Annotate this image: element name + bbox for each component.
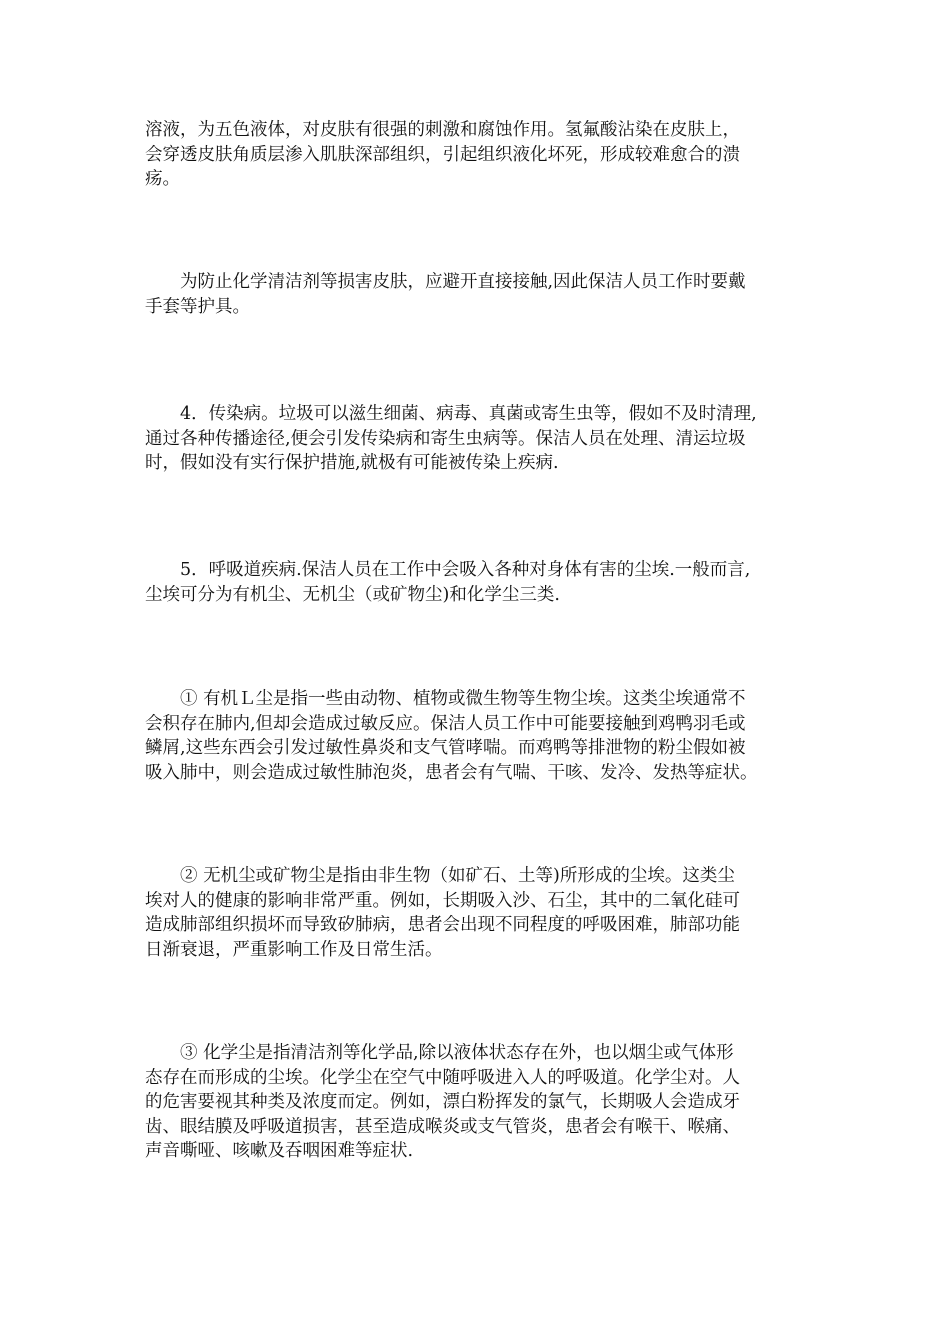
paragraph-line: ③ 化学尘是指清洁剂等化学品,除以液体状态存在外，也以烟尘或气体形 [180,1043,734,1063]
paragraph-infectious-disease [145,402,817,476]
paragraph-line: 为防止化学清洁剂等损害皮肤，应避开直接接触,因此保洁人员工作时要戴 [180,272,746,292]
paragraph-line: 4．传染病。垃圾可以滋生细菌、病毒、真菌或寄生虫等，假如不及时清理, [180,404,757,424]
paragraph-line: 埃对人的健康的影响非常严重。例如，长期吸入沙、石尘，其中的二氧化硅可 [145,890,740,911]
paragraph-line: 时，假如没有实行保护措施,就极有可能被传染上疾病. [145,453,559,473]
paragraph-line: 会积存在肺内,但却会造成过敏反应。保洁人员工作中可能要接触到鸡鸭羽毛或 [145,713,746,734]
paragraph-line: 疡。 [145,169,180,189]
paragraph-line: 尘埃可分为有机尘、无机尘（或矿物尘)和化学尘三类. [145,584,560,605]
paragraph-line: 的危害要视其种类及浓度而定。例如，漂白粉挥发的氯气，长期吸人会造成牙 [145,1092,740,1112]
paragraph-skin-protection [145,270,817,319]
paragraph-line: 声音嘶哑、咳嗽及吞咽困难等症状. [145,1141,414,1161]
paragraph-line: 吸入肺中，则会造成过敏性肺泡炎，患者会有气喘、干咳、发冷、发热等症状。 [145,762,758,783]
paragraph-respiratory-disease [145,558,817,607]
paragraph-line: 造成肺部组织损坏而导致矽肺病，患者会出现不同程度的呼吸困难，肺部功能 [145,915,740,935]
paragraph-hydrofluoric-acid [145,118,817,192]
paragraph-line: 日渐衰退，严重影响工作及日常生活。 [145,939,443,960]
paragraph-line: 5．呼吸道疾病.保洁人员在工作中会吸入各种对身体有害的尘埃.一般而言, [180,560,751,580]
paragraph-line: 会穿透皮肤角质层渗入肌肤深部组织，引起组织液化坏死，形成较难愈合的溃 [145,144,740,165]
paragraph-line: 鳞屑,这些东西会引发过敏性鼻炎和支气管哮喘。而鸡鸭等排泄物的粉尘假如被 [145,738,746,758]
paragraph-line: 通过各种传播途径,便会引发传染病和寄生虫病等。保洁人员在处理、清运垃圾 [145,428,746,449]
paragraph-line: 齿、眼结膜及呼吸道损害，甚至造成喉炎或支气管炎，患者会有喉干、喉痛、 [145,1116,740,1137]
paragraph-organic-dust [145,687,817,785]
paragraph-line: 手套等护具。 [145,296,250,317]
paragraph-line: ② 无机尘或矿物尘是指由非生物（如矿石、土等)所形成的尘埃。这类尘 [180,866,735,886]
paragraph-chemical-dust [145,1041,817,1164]
paragraph-line: ① 有机Ｌ尘是指一些由动物、植物或微生物等生物尘埃。这类尘埃通常不 [180,689,746,709]
paragraph-line: 溶液，为五色液体，对皮肤有很强的刺激和腐蚀作用。氢氟酸沾染在皮肤上， [145,120,740,140]
paragraph-inorganic-dust [145,864,817,962]
paragraph-line: 态存在而形成的尘埃。化学尘在空气中随呼吸进入人的呼吸道。化学尘对。人 [145,1067,740,1088]
